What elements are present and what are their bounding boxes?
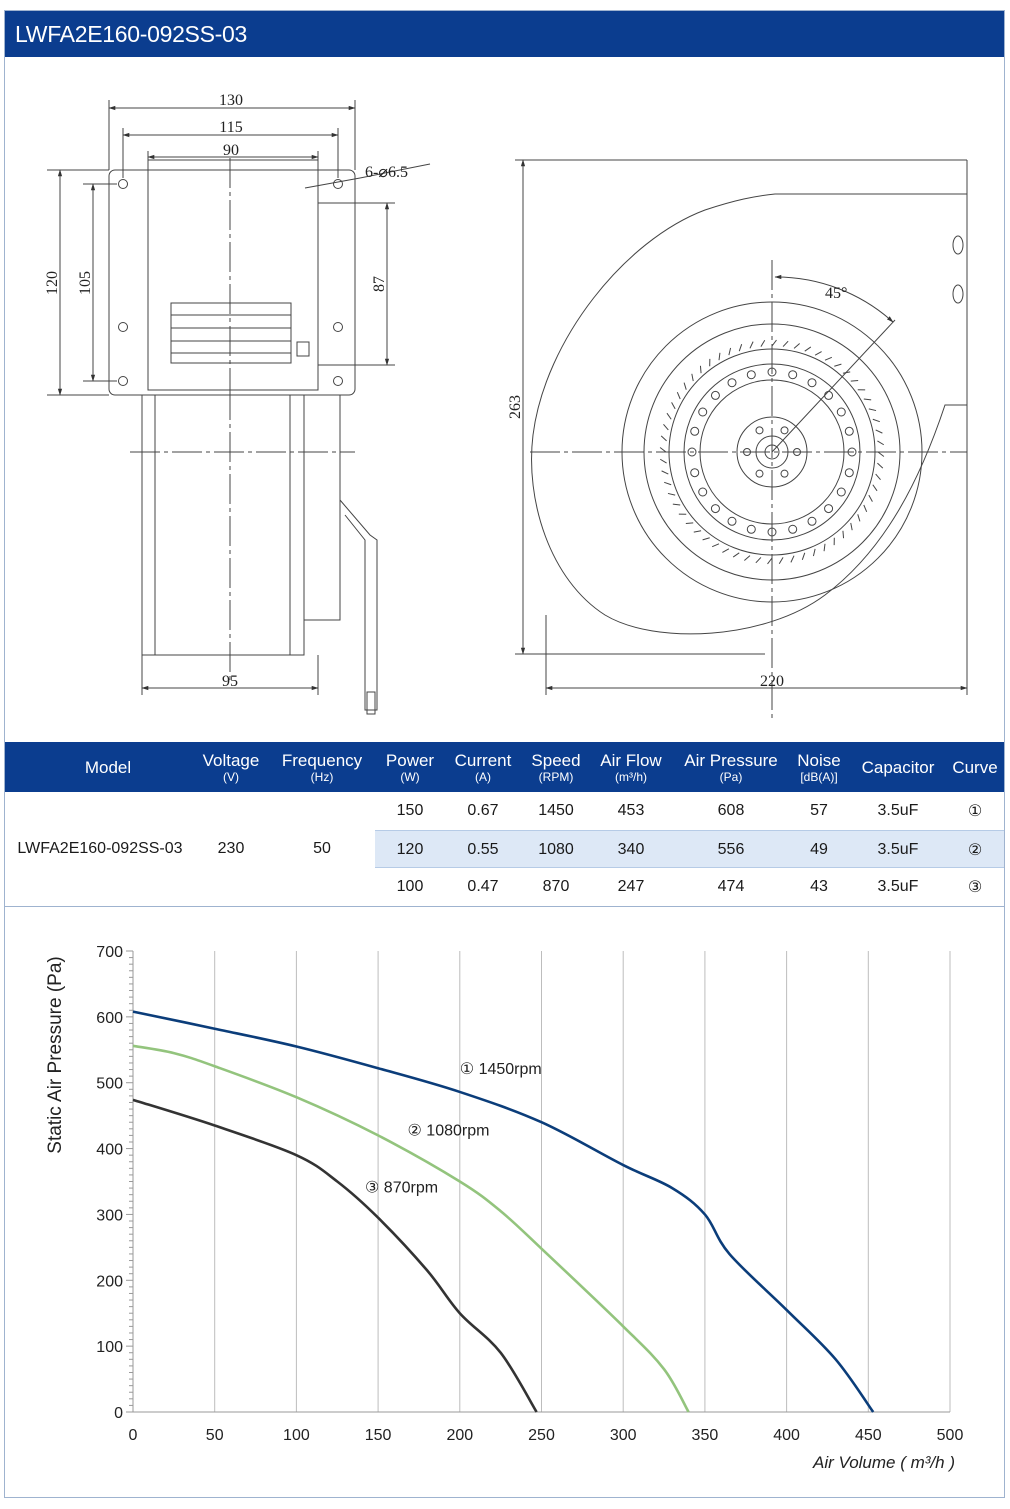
table-row bbox=[375, 792, 1004, 830]
x-tick-label: 50 bbox=[205, 1427, 224, 1444]
impeller-blade bbox=[739, 344, 741, 351]
impeller-blade bbox=[700, 366, 701, 373]
impeller-blade bbox=[761, 340, 765, 346]
impeller-blade bbox=[873, 485, 877, 491]
cell-capacitor: 3.5uF bbox=[877, 841, 919, 858]
impeller-blade bbox=[660, 448, 666, 452]
impeller-blade bbox=[878, 452, 884, 456]
y-tick-label: 600 bbox=[96, 1009, 123, 1027]
impeller-blade bbox=[802, 553, 804, 560]
impeller-hole bbox=[691, 427, 699, 435]
dim-105: 105 bbox=[77, 271, 94, 295]
x-tick-label: 500 bbox=[936, 1427, 964, 1444]
impeller-blade bbox=[668, 493, 675, 495]
impeller-hole bbox=[845, 469, 853, 477]
spec-table-body bbox=[5, 792, 1004, 907]
cell-capacitor: 3.5uF bbox=[877, 878, 919, 895]
series-label-2: ② 1080rpm bbox=[407, 1122, 490, 1140]
dim-115: 115 bbox=[219, 119, 243, 136]
y-tick-label: 400 bbox=[96, 1141, 123, 1159]
hub-hole bbox=[756, 427, 763, 434]
impeller-blade bbox=[783, 341, 788, 346]
impeller-blade bbox=[876, 430, 883, 433]
header-speed: Speed (RPM) bbox=[531, 750, 581, 784]
cell-pressure: 556 bbox=[717, 841, 745, 858]
impeller-blade bbox=[673, 504, 680, 505]
impeller-blade bbox=[864, 399, 871, 400]
dim-95: 95 bbox=[222, 673, 238, 690]
impeller-blade bbox=[834, 364, 841, 366]
cell-curve: ① bbox=[967, 801, 983, 820]
impeller-hole bbox=[837, 408, 845, 416]
impeller-hole bbox=[825, 391, 833, 399]
impeller-blade bbox=[744, 556, 750, 561]
header-capacitor: Capacitor bbox=[861, 757, 935, 777]
series-line-3 bbox=[133, 1100, 537, 1412]
impeller-blade bbox=[815, 352, 821, 356]
impeller-blade bbox=[805, 347, 811, 351]
cell-frequency: 50 bbox=[313, 840, 331, 857]
cell-speed: 870 bbox=[542, 878, 570, 895]
impeller-hole bbox=[747, 371, 755, 379]
y-tick-label: 0 bbox=[114, 1405, 123, 1422]
impeller-hole bbox=[789, 525, 797, 533]
impeller-blade bbox=[719, 353, 720, 360]
cell-current: 0.55 bbox=[467, 841, 499, 858]
impeller-blade bbox=[824, 544, 825, 551]
dim-holes: 6-⌀6.5 bbox=[365, 164, 408, 181]
impeller-blade bbox=[813, 549, 815, 556]
header-air-pressure: Air Pressure (Pa) bbox=[684, 750, 778, 784]
dim-130: 130 bbox=[219, 92, 243, 109]
impeller-hole bbox=[808, 379, 816, 387]
impeller-blade bbox=[877, 441, 883, 445]
x-tick-label: 200 bbox=[446, 1427, 474, 1444]
dim-263: 263 bbox=[507, 395, 524, 419]
impeller-hole bbox=[747, 525, 755, 533]
impeller-hole bbox=[837, 488, 845, 496]
impeller-blade bbox=[825, 357, 832, 360]
impeller-blade bbox=[756, 557, 761, 562]
dim-45-angle: 45° bbox=[825, 285, 848, 302]
impeller-hole bbox=[699, 408, 707, 416]
y-tick-label: 200 bbox=[96, 1273, 123, 1291]
impeller-blade bbox=[869, 409, 876, 411]
cell-current: 0.47 bbox=[467, 878, 499, 895]
impeller-blade bbox=[664, 482, 671, 484]
cell-airflow: 247 bbox=[617, 878, 645, 895]
header-frequency: Frequency (Hz) bbox=[281, 750, 363, 784]
table-row bbox=[375, 868, 1004, 906]
cell-voltage: 230 bbox=[217, 840, 245, 857]
header-voltage: Voltage (V) bbox=[202, 750, 260, 784]
impeller-hole bbox=[711, 391, 719, 399]
hub-hole bbox=[756, 470, 763, 477]
impeller-blade bbox=[667, 413, 671, 419]
header-power: Power (W) bbox=[385, 750, 435, 784]
cell-speed: 1080 bbox=[538, 841, 574, 858]
cell-curve: ② bbox=[967, 840, 983, 859]
impeller-blade bbox=[712, 544, 719, 547]
x-axis-label: Air Volume ( m³/h ) bbox=[812, 1453, 955, 1472]
impeller-hole bbox=[845, 427, 853, 435]
impeller-hole bbox=[728, 517, 736, 525]
x-tick-label: 0 bbox=[128, 1427, 138, 1444]
cell-capacitor: 3.5uF bbox=[877, 802, 919, 819]
impeller-hole bbox=[808, 517, 816, 525]
cell-current: 0.67 bbox=[467, 802, 499, 819]
impeller-blade bbox=[858, 514, 860, 521]
impeller-blade bbox=[686, 523, 693, 524]
impeller-blade bbox=[703, 538, 710, 540]
series-label-1: ① 1450rpm bbox=[459, 1061, 542, 1079]
header-noise: Noise [dB(A)] bbox=[797, 750, 841, 784]
impeller-blade bbox=[662, 471, 669, 474]
impeller-blade bbox=[768, 558, 772, 564]
table-row bbox=[375, 830, 1004, 868]
cell-pressure: 474 bbox=[717, 878, 745, 895]
impeller-blade bbox=[729, 348, 731, 355]
cell-power: 150 bbox=[396, 802, 424, 819]
impeller-blade bbox=[779, 557, 783, 563]
impeller-blade bbox=[661, 436, 666, 441]
cell-power: 100 bbox=[396, 878, 424, 895]
x-tick-label: 350 bbox=[691, 1427, 719, 1444]
impeller-blade bbox=[684, 383, 686, 390]
header-curve: Curve bbox=[952, 757, 998, 777]
impeller-blade bbox=[692, 374, 693, 381]
hub-hole bbox=[781, 427, 788, 434]
impeller-blade bbox=[722, 549, 728, 553]
y-tick-label: 500 bbox=[96, 1075, 123, 1093]
cell-pressure: 608 bbox=[717, 802, 745, 819]
x-tick-label: 250 bbox=[528, 1427, 555, 1444]
header-model: Model bbox=[84, 757, 132, 777]
x-tick-label: 150 bbox=[364, 1427, 392, 1444]
impeller-blade bbox=[873, 419, 880, 421]
y-tick-label: 300 bbox=[96, 1207, 123, 1225]
cell-speed: 1450 bbox=[538, 802, 574, 819]
cell-model: LWFA2E160-092SS-03 bbox=[17, 840, 183, 857]
y-tick-label: 100 bbox=[96, 1339, 123, 1357]
cell-noise: 57 bbox=[810, 802, 828, 819]
impeller-blade bbox=[791, 556, 794, 563]
impeller-blade bbox=[851, 380, 858, 381]
x-tick-label: 400 bbox=[773, 1427, 800, 1444]
hub-hole bbox=[781, 470, 788, 477]
performance-chart bbox=[5, 910, 1004, 1490]
x-tick-label: 300 bbox=[609, 1427, 637, 1444]
impeller-hole bbox=[789, 371, 797, 379]
dim-220: 220 bbox=[760, 673, 784, 690]
series-line-2 bbox=[133, 1046, 689, 1412]
impeller-blade bbox=[843, 531, 844, 538]
impeller-blade bbox=[694, 531, 701, 532]
impeller-blade bbox=[794, 343, 800, 348]
x-tick-label: 450 bbox=[854, 1427, 882, 1444]
impeller-blade bbox=[864, 505, 867, 512]
impeller-hole bbox=[711, 505, 719, 513]
impeller-blade bbox=[843, 372, 850, 373]
header-current: Current (A) bbox=[454, 750, 512, 784]
impeller-hole bbox=[728, 379, 736, 387]
y-tick-label: 700 bbox=[96, 944, 123, 961]
cell-airflow: 340 bbox=[617, 841, 645, 858]
cell-noise: 49 bbox=[810, 841, 828, 858]
y-axis-label: Static Air Pressure (Pa) bbox=[45, 956, 66, 1154]
impeller-hole bbox=[825, 505, 833, 513]
impeller-blade bbox=[772, 340, 776, 346]
impeller-blade bbox=[750, 342, 753, 349]
header-airflow: Air Flow (m³/h) bbox=[600, 750, 662, 784]
dim-90: 90 bbox=[223, 142, 239, 159]
spec-table-header bbox=[5, 742, 1004, 792]
dim-87: 87 bbox=[371, 276, 388, 292]
impeller-hole bbox=[699, 488, 707, 496]
cell-noise: 43 bbox=[810, 878, 828, 895]
impeller-blade bbox=[869, 495, 873, 501]
cell-curve: ③ bbox=[967, 877, 983, 896]
page-title: LWFA2E160-092SS-03 bbox=[5, 11, 1004, 57]
series-label-3: ③ 870rpm bbox=[365, 1179, 439, 1197]
impeller-blade bbox=[660, 459, 666, 463]
cell-airflow: 453 bbox=[617, 802, 645, 819]
impeller-blade bbox=[876, 474, 881, 480]
impeller-blade bbox=[877, 463, 882, 468]
impeller-blade bbox=[663, 424, 668, 430]
dimension-drawing bbox=[5, 60, 1004, 740]
x-tick-label: 100 bbox=[283, 1427, 310, 1444]
dim-120: 120 bbox=[44, 271, 61, 295]
impeller-blade bbox=[733, 553, 739, 557]
impeller-blade bbox=[851, 523, 852, 530]
impeller-blade bbox=[672, 402, 676, 408]
impeller-blade bbox=[677, 392, 680, 399]
impeller-hole bbox=[691, 469, 699, 477]
cell-power: 120 bbox=[396, 841, 424, 858]
